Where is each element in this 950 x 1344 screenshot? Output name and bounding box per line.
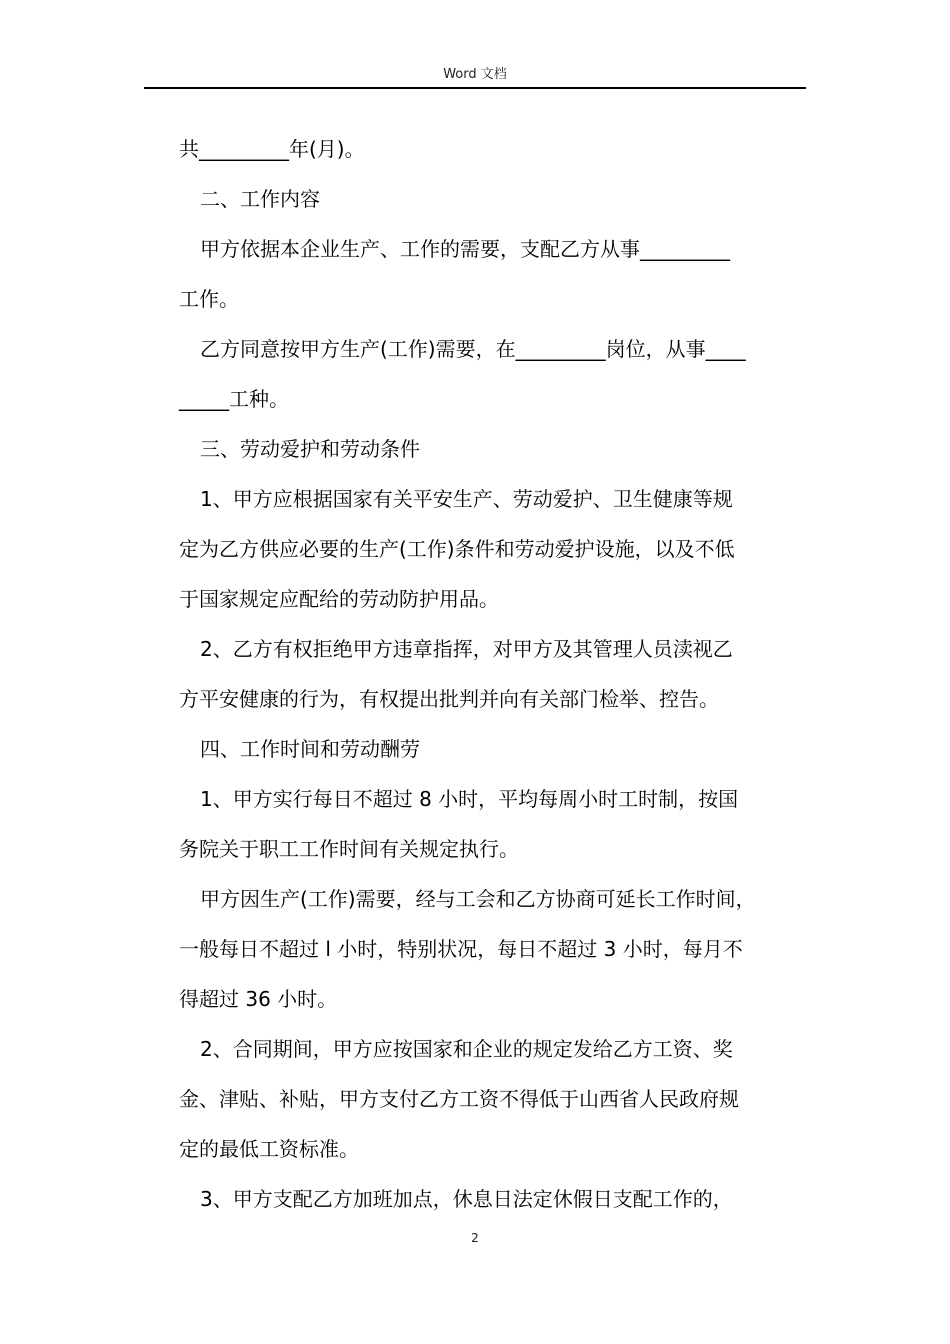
paragraph-line: 工作。 [179,287,239,311]
section-heading: 二、工作内容 [200,187,320,211]
paragraph-line: 3、甲方支配乙方加班加点，休息日法定休假日支配工作的， [200,1187,733,1211]
paragraph-line: _____工种。 [179,387,289,411]
paragraph-line: 乙方同意按甲方生产(工作)需要，在_________岗位，从事____ [200,337,746,361]
page-header-title: Word 文档 [443,67,507,82]
paragraph-line: 共_________年(月)。 [179,137,365,161]
paragraph-line: 甲方依据本企业生产、工作的需要，支配乙方从事_________ [200,237,730,261]
paragraph-line: 1、甲方实行每日不超过 8 小时，平均每周小时工时制，按国 [200,787,739,811]
header-divider [144,87,806,89]
paragraph-line: 甲方因生产(工作)需要，经与工会和乙方协商可延长工作时间， [200,887,756,911]
page-number: 2 [471,1231,479,1245]
paragraph-line: 2、乙方有权拒绝甲方违章指挥，对甲方及其管理人员渎视乙 [200,637,733,661]
paragraph-line: 于国家规定应配给的劳动防护用品。 [179,587,499,611]
section-heading: 四、工作时间和劳动酬劳 [200,737,420,761]
document-body [179,124,807,1224]
paragraph-line: 1、甲方应根据国家有关平安生产、劳动爱护、卫生健康等规 [200,487,733,511]
paragraph-line: 方平安健康的行为，有权提出批判并向有关部门检举、控告。 [179,687,719,711]
paragraph-line: 金、津贴、补贴，甲方支付乙方工资不得低于山西省人民政府规 [179,1087,739,1111]
paragraph-line: 定为乙方供应必要的生产(工作)条件和劳动爱护设施，以及不低 [179,537,735,561]
paragraph-line: 得超过 36 小时。 [179,987,338,1011]
paragraph-line: 定的最低工资标准。 [179,1137,359,1161]
section-heading: 三、劳动爱护和劳动条件 [200,437,420,461]
paragraph-line: 务院关于职工工作时间有关规定执行。 [179,837,519,861]
paragraph-line: 一般每日不超过 l 小时，特别状况，每日不超过 3 小时，每月不 [179,937,743,961]
paragraph-line: 2、合同期间，甲方应按国家和企业的规定发给乙方工资、奖 [200,1037,733,1061]
